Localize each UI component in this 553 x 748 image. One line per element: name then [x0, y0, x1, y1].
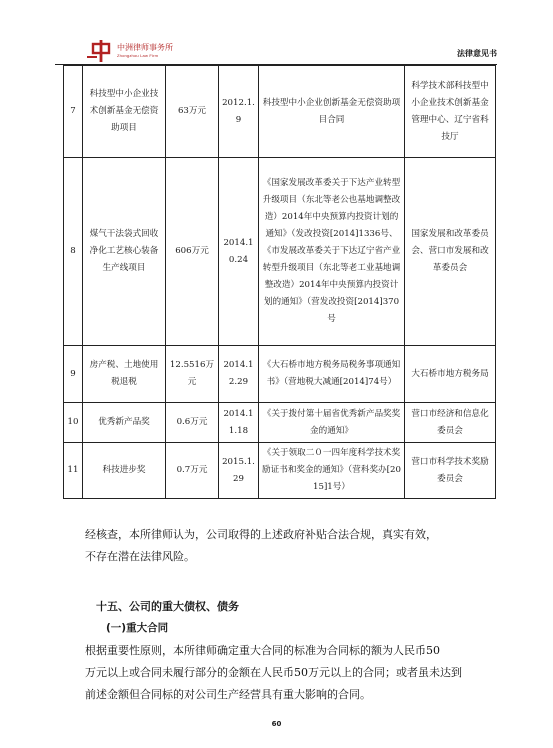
- subsidy-item: 科技进步奖: [83, 443, 166, 499]
- legal-basis: 《关于领取二０一四年度科学技术奖励证书和奖金的通知》（营科奖办[2015]1号）: [259, 443, 405, 499]
- granting-authority: 营口市科学技术奖励委员会: [405, 443, 496, 499]
- granting-authority: 营口市经济和信息化委员会: [405, 403, 496, 443]
- contract-criteria-paragraph-line: 根据重要性原则，本所律师确定重大合同的标准为合同标的额为人民币50: [85, 644, 440, 657]
- conclusion-paragraph-line: 经核查，本所律师认为，公司取得的上述政府补贴合法合规，真实有效，: [85, 528, 437, 541]
- grant-date: 2014.11.18: [219, 403, 259, 443]
- contract-criteria-paragraph-line: 万元以上或合同未履行部分的金额在人民币50万元以上的合同；或者虽未达到: [85, 666, 462, 679]
- table-row: [64, 66, 496, 158]
- table-row: [64, 443, 496, 499]
- firm-logo-icon: [87, 40, 115, 62]
- subsidy-item: 科技型中小企业技术创新基金无偿资助项目: [83, 66, 166, 158]
- row-number: 11: [64, 443, 83, 499]
- row-number: 9: [64, 346, 83, 403]
- subsidy-amount: 63万元: [166, 66, 219, 158]
- firm-name-en: Zhongzhou Law Firm: [117, 53, 159, 58]
- grant-date: 2012.1.9: [219, 66, 259, 158]
- subsidy-amount: 606万元: [166, 158, 219, 346]
- document-type: 法律意见书: [457, 49, 497, 58]
- page-number: 60: [271, 720, 282, 728]
- granting-authority: 国家发展和改革委员会、营口市发展和改革委员会: [405, 158, 496, 346]
- subsidy-amount: 0.7万元: [166, 443, 219, 499]
- legal-basis: 科技型中小企业创新基金无偿资助项目合同: [259, 66, 405, 158]
- subsidy-item: 房产税、土地使用税退税: [83, 346, 166, 403]
- granting-authority: 科学技术部科技型中小企业技术创新基金管理中心、辽宁省科技厅: [405, 66, 496, 158]
- grant-date: 2014.12.29: [219, 346, 259, 403]
- legal-basis: 《关于拨付第十届省优秀新产品奖奖金的通知》: [259, 403, 405, 443]
- sub-heading: (一)重大合同: [106, 622, 169, 634]
- legal-basis: 《大石桥市地方税务局税务事项通知书》（营地税大减通[2014]74号）: [259, 346, 405, 403]
- table-row: [64, 403, 496, 443]
- row-number: 10: [64, 403, 83, 443]
- table-row: [64, 158, 496, 346]
- grant-date: 2014.10.24: [219, 158, 259, 346]
- page-header: [55, 40, 497, 62]
- section-heading: 十五、公司的重大债权、债务: [96, 600, 239, 613]
- conclusion-paragraph-line: 不存在潜在法律风险。: [85, 550, 195, 563]
- government-subsidy-table: [63, 65, 496, 499]
- legal-basis: 《国家发展改革委关于下达产业转型升级项目（东北等老公也基地调整改造）2014年中央预算内投资计划的通知》（发改投资[2014]1336号、《市发展改革委关于下达辽宁省产业转型升级项目（东北等老工业基地调整改造）2014年中央预算内投资计划的通知》（营发改投资[2014]370号: [259, 158, 405, 346]
- subsidy-amount: 12.5516万元: [166, 346, 219, 403]
- subsidy-amount: 0.6万元: [166, 403, 219, 443]
- granting-authority: 大石桥市地方税务局: [405, 346, 496, 403]
- grant-date: 2015.1.29: [219, 443, 259, 499]
- subsidy-item: 优秀新产品奖: [83, 403, 166, 443]
- row-number: 8: [64, 158, 83, 346]
- subsidy-item: 煤气干法袋式回收净化工艺核心装备生产线项目: [83, 158, 166, 346]
- contract-criteria-paragraph-line: 前述金额但合同标的对公司生产经营具有重大影响的合同。: [85, 688, 371, 701]
- table-row: [64, 346, 496, 403]
- firm-name: 中洲律师事务所: [117, 43, 173, 52]
- row-number: 7: [64, 66, 83, 158]
